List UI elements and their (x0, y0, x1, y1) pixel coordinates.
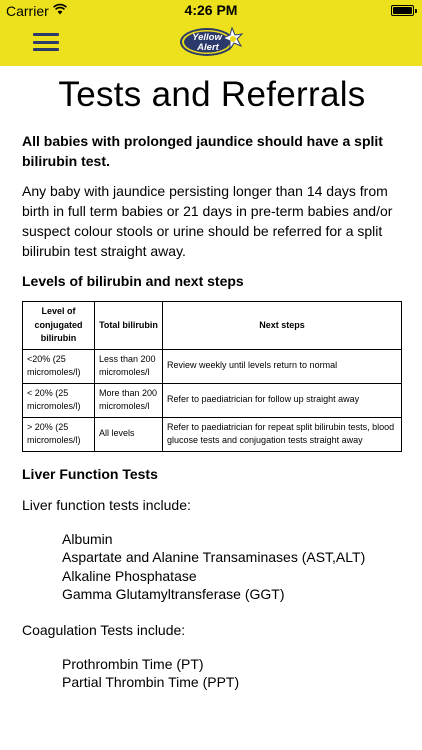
logo-text-yellow: Yellow (192, 32, 222, 43)
main-content (22, 66, 402, 692)
table-cell: <20% (25 micromoles/l) (23, 349, 95, 383)
table-row (23, 417, 402, 451)
bilirubin-levels-table (22, 301, 402, 452)
table-cell: Refer to paediatrician for follow up straight away (163, 383, 402, 417)
list-item: Alkaline Phosphatase (62, 567, 197, 584)
table-cell: Less than 200 micromoles/l (95, 349, 163, 383)
logo-text-alert: Alert (197, 42, 219, 53)
table-header-cell: Next steps (163, 302, 402, 350)
list-item: Gamma Glutamyltransferase (GGT) (62, 586, 285, 602)
table-cell: < 20% (25 micromoles/l) (23, 383, 95, 417)
list-item: Aspartate and Alanine Transaminases (AST,ALT) (62, 549, 366, 565)
table-header-cell: Total bilirubin (95, 302, 163, 350)
lft-heading: Liver Function Tests (22, 465, 158, 482)
list-item: Albumin (62, 530, 113, 547)
carrier-label: Carrier (6, 3, 49, 19)
yellow-alert-logo (177, 22, 249, 60)
lft-intro: Liver function tests include: (22, 496, 191, 513)
status-bar (0, 0, 422, 20)
page-title: Tests and Referrals (58, 75, 366, 114)
list-item: Prothrombin Time (PT) (62, 655, 204, 672)
lft-list (62, 530, 402, 604)
table-cell: Review weekly until levels return to normal (163, 349, 402, 383)
table-cell: All levels (95, 417, 163, 451)
table-row (23, 383, 402, 417)
lead-paragraph: All babies with prolonged jaundice should have a split bilirubin test. (22, 133, 383, 169)
clock: 4:26 PM (184, 2, 238, 18)
list-item: Partial Thrombin Time (PPT) (62, 674, 240, 690)
battery-icon (391, 5, 414, 16)
app-header (0, 0, 422, 66)
coag-intro: Coagulation Tests include: (22, 621, 186, 638)
table-cell: Refer to paediatrician for repeat split bilirubin tests, blood glucose tests and conjugation tests straight away (163, 417, 402, 451)
levels-heading: Levels of bilirubin and next steps (22, 273, 244, 289)
table-cell: > 20% (25 micromoles/l) (23, 417, 95, 451)
intro-paragraph: Any baby with jaundice persisting longer than 14 days from birth in full term babies or 21 days in pre-term babies and/or suspect colour stools or urine should be referred for a split bilirubin test straight away. (22, 183, 393, 259)
hamburger-menu-icon[interactable] (33, 33, 59, 51)
table-header-cell: Level of conjugated bilirubin (23, 302, 95, 350)
table-row (23, 349, 402, 383)
table-header-row (23, 302, 402, 350)
coag-list (62, 655, 402, 692)
table-cell: More than 200 micromoles/l (95, 383, 163, 417)
